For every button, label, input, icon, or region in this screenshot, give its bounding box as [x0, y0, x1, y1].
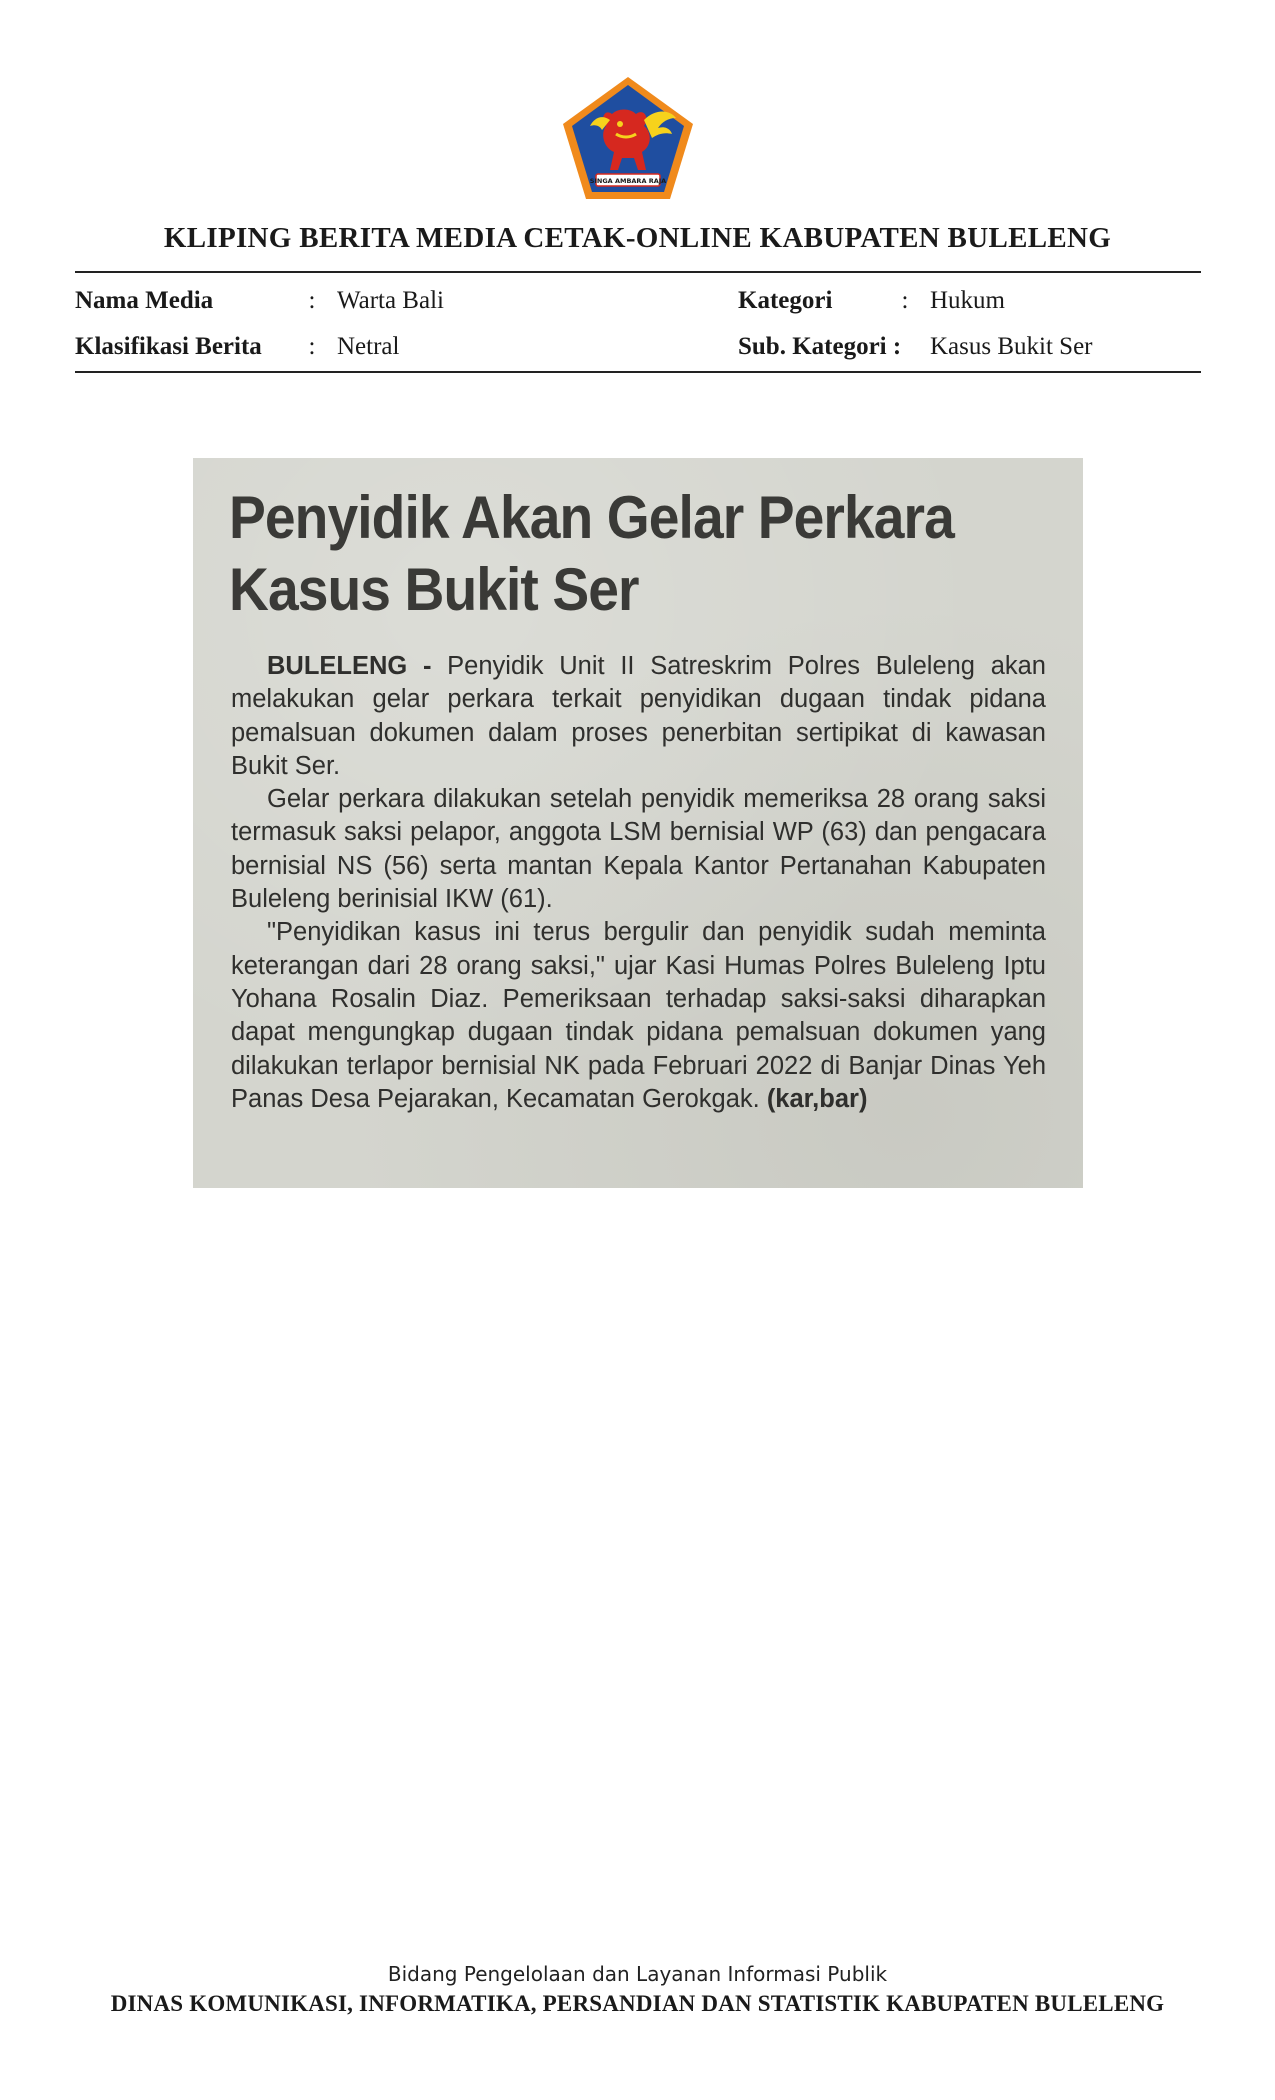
article-body: [231, 650, 1046, 1116]
article-credit: (kar,bar): [766, 1084, 868, 1113]
regency-logo: [560, 74, 696, 202]
meta-row-klasifikasi: [75, 324, 444, 370]
meta-row-nama-media: [75, 278, 444, 324]
paragraph-1-text: Penyidik Unit II Satreskrim Polres Buleleng akan melakukan gelar perkara terkait penyidikan dugaan tindak pidana pemalsuan dokumen dalam proses penerbitan sertipikat di kawasan Bukit Ser.: [231, 652, 1046, 780]
singa-ambara-raja-emblem-icon: [560, 74, 696, 202]
page-title: KLIPING BERITA MEDIA CETAK-ONLINE KABUPATEN BULELENG: [163, 222, 1112, 254]
klasifikasi-label: Klasifikasi Berita: [75, 333, 262, 360]
footer-agency: DINAS KOMUNIKASI, INFORMATIKA, PERSANDIAN DAN STATISTIK KABUPATEN BULELENG: [110, 1991, 1165, 2016]
meta-right-column: [738, 278, 1093, 370]
kategori-label: Kategori: [738, 287, 833, 314]
logo-motto-text: SINGA AMBARA RAJA: [589, 177, 667, 185]
article-headline: [229, 482, 983, 626]
article-paragraph-2: Gelar perkara dilakukan setelah penyidik memeriksa 28 orang saksi termasuk saksi pelapor, anggota LSM bernisial WP (63) dan pengacara bernisial NS (56) serta mantan Kepala Kantor Pertanahan Kabupaten Buleleng berinisial IKW (61).: [231, 785, 1046, 914]
colon-separator: :: [308, 287, 316, 314]
sub-kategori-value: Kasus Bukit Ser: [930, 333, 1093, 360]
header-divider-top: [75, 271, 1201, 273]
nama-media-label: Nama Media: [75, 287, 214, 314]
headline-line-2: Kasus Bukit Ser: [229, 556, 639, 623]
kategori-value: Hukum: [930, 287, 1005, 314]
nama-media-value: Warta Bali: [337, 287, 444, 314]
footer-division: Bidang Pengelolaan dan Layanan Informasi Publik: [387, 1962, 888, 1986]
article-dateline: BULELENG -: [267, 652, 432, 680]
headline-line-1: Penyidik Akan Gelar Perkara: [229, 484, 954, 551]
meta-row-kategori: [738, 278, 1093, 324]
colon-separator: :: [308, 333, 316, 360]
meta-row-sub-kategori: [738, 324, 1093, 370]
news-clipping-image: [193, 458, 1083, 1188]
meta-left-column: [75, 278, 444, 370]
colon-separator: :: [901, 287, 909, 314]
header-divider-bottom: [75, 371, 1201, 373]
article-paragraph-1: [231, 650, 1046, 783]
klasifikasi-value: Netral: [337, 333, 400, 360]
article-paragraph-3: [231, 916, 1046, 1116]
sub-kategori-label: Sub. Kategori :: [738, 333, 902, 360]
paragraph-3-text: "Penyidikan kasus ini terus bergulir dan penyidik sudah meminta keterangan dari 28 orang saksi," ujar Kasi Humas Polres Buleleng Iptu Yohana Rosalin Diaz. Pemeriksaan terhadap saksi-saksi diharapkan dapat mengungkap dugaan tindak pidana pemalsuan dokumen yang dilakukan terlapor bernisial NK pada Februari 2022 di Banjar Dinas Yeh Panas Desa Pejarakan, Kecamatan Gerokgak.: [231, 918, 1046, 1113]
